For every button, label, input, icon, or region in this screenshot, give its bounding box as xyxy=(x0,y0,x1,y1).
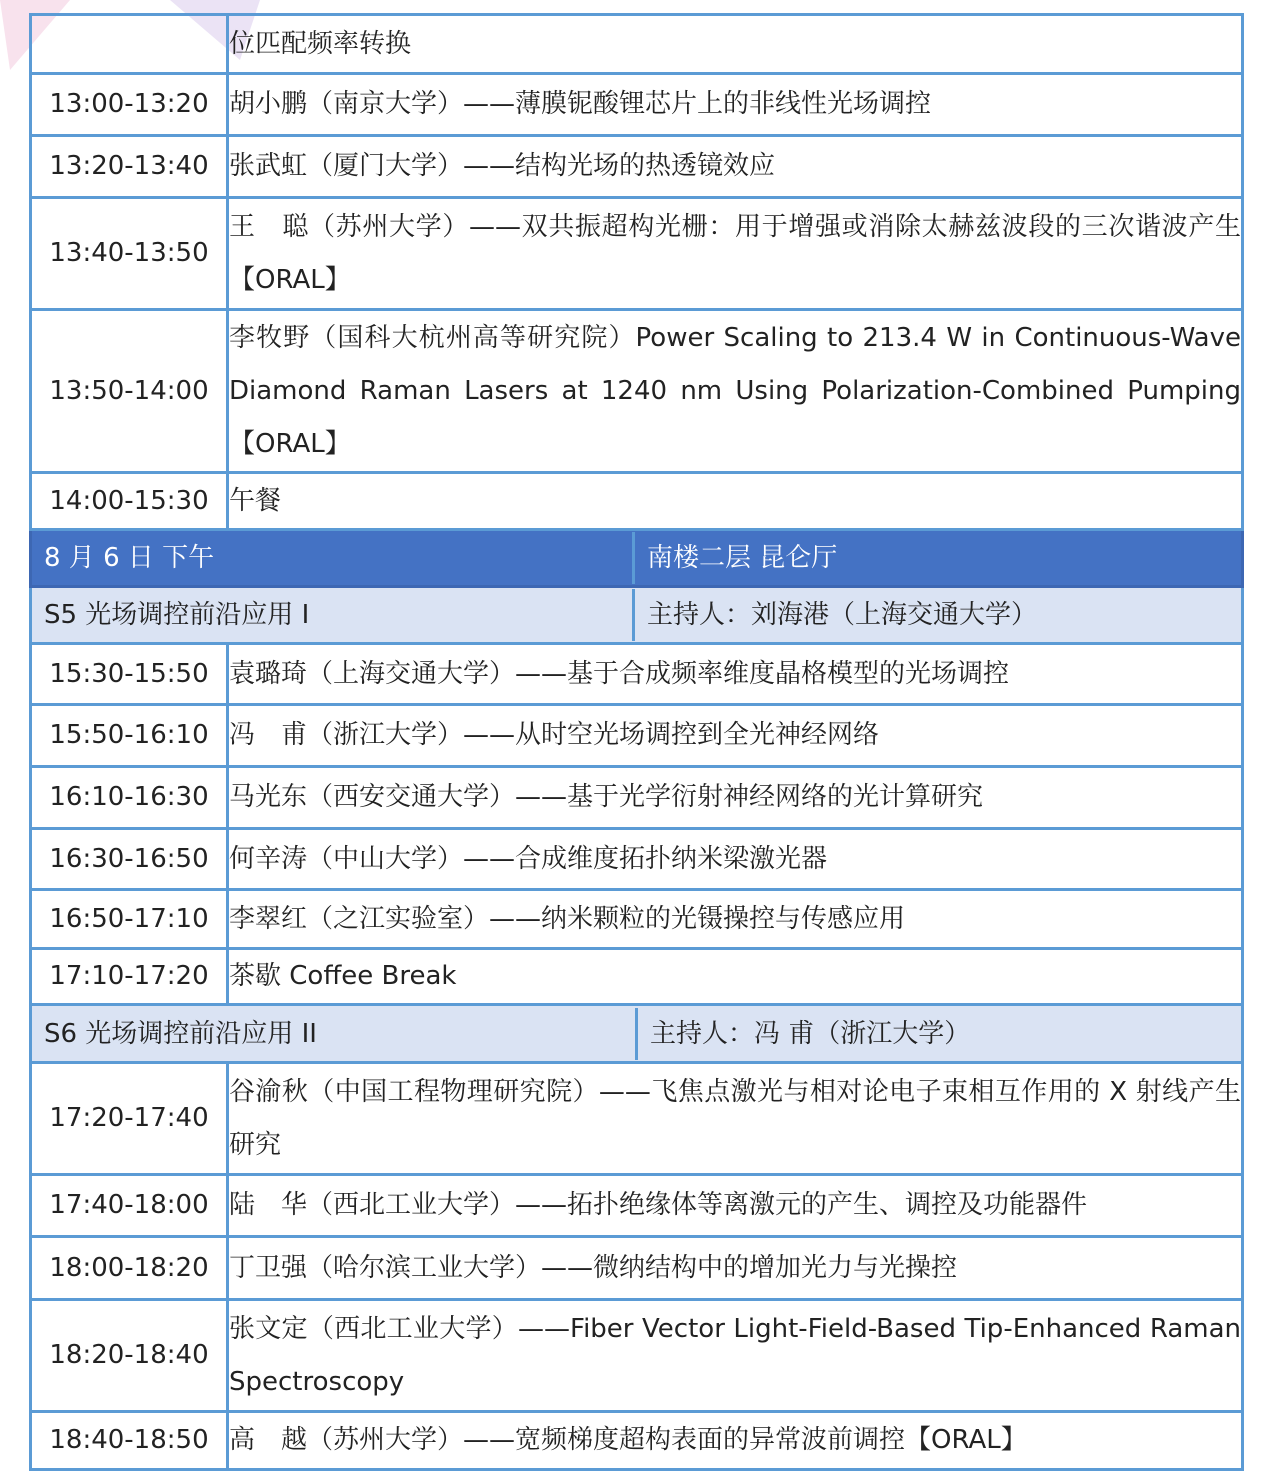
talk-cell: 午餐 xyxy=(228,473,1243,530)
time-cell: 13:40-13:50 xyxy=(31,198,228,310)
table-row xyxy=(31,310,1243,473)
talk-cell: 张武虹（厦门大学）——结构光场的热透镜效应 xyxy=(228,136,1243,198)
table-row xyxy=(31,1063,1243,1175)
time-cell: 14:00-15:30 xyxy=(31,473,228,530)
time-cell: 13:00-13:20 xyxy=(31,74,228,136)
table-row xyxy=(31,136,1243,198)
talk-cell: 高 越（苏州大学）——宽频梯度超构表面的异常波前调控【ORAL】 xyxy=(228,1412,1243,1470)
talk-cell: 张文定（西北工业大学）——Fiber Vector Light-Field-Based Tip-Enhanced Raman Spectroscopy xyxy=(228,1300,1243,1412)
talk-cell: 陆 华（西北工业大学）——拓扑绝缘体等离激元的产生、调控及功能器件 xyxy=(228,1175,1243,1237)
talk-cell: 李牧野（国科大杭州高等研究院）Power Scaling to 213.4 W in Continuous-Wave Diamond Raman Lasers at 1240 nm Using Polarization-Combined Pumping【ORAL】 xyxy=(228,310,1243,473)
table-row xyxy=(31,644,1243,705)
table-row xyxy=(31,705,1243,767)
talk-cell: 马光东（西安交通大学）——基于光学衍射神经网络的光计算研究 xyxy=(228,767,1243,829)
talk-cell: 李翠红（之江实验室）——纳米颗粒的光镊操控与传感应用 xyxy=(228,890,1243,949)
time-cell: 17:10-17:20 xyxy=(31,949,228,1005)
table-row xyxy=(31,74,1243,136)
time-cell: 15:50-16:10 xyxy=(31,705,228,767)
table-row xyxy=(31,949,1243,1005)
time-cell: 16:50-17:10 xyxy=(31,890,228,949)
day-header xyxy=(31,530,1243,587)
table-row xyxy=(31,767,1243,829)
session-row xyxy=(31,587,1243,644)
talk-cell: 何辛涛（中山大学）——合成维度拓扑纳米梁激光器 xyxy=(228,829,1243,890)
talk-cell: 谷渝秋（中国工程物理研究院）——飞焦点激光与相对论电子束相互作用的 X 射线产生研究 xyxy=(228,1063,1243,1175)
talk-cell: 胡小鹏（南京大学）——薄膜铌酸锂芯片上的非线性光场调控 xyxy=(228,74,1243,136)
day-venue: 南楼二层 昆仑厅 xyxy=(647,543,838,573)
time-cell: 18:40-18:50 xyxy=(31,1412,228,1470)
talk-cell: 位匹配频率转换 xyxy=(228,15,1243,74)
talk-cell: 袁璐琦（上海交通大学）——基于合成频率维度晶格模型的光场调控 xyxy=(228,644,1243,705)
time-cell xyxy=(31,15,228,74)
talk-cell: 茶歇 Coffee Break xyxy=(228,949,1243,1005)
day-date: 8 月 6 日 下午 xyxy=(32,532,635,584)
time-cell: 17:40-18:00 xyxy=(31,1175,228,1237)
talk-cell: 冯 甫（浙江大学）——从时空光场调控到全光神经网络 xyxy=(228,705,1243,767)
session-chair: 主持人：刘海港（上海交通大学） xyxy=(647,600,1038,630)
day-header-row xyxy=(31,530,1243,587)
table-row xyxy=(31,1237,1243,1300)
session-header xyxy=(31,587,1243,644)
time-cell: 18:20-18:40 xyxy=(31,1300,228,1412)
time-cell: 16:30-16:50 xyxy=(31,829,228,890)
time-cell: 16:10-16:30 xyxy=(31,767,228,829)
table-row xyxy=(31,1412,1243,1470)
table-row xyxy=(31,1300,1243,1412)
session-title: S6 光场调控前沿应用 II xyxy=(32,1008,638,1060)
talk-cell: 丁卫强（哈尔滨工业大学）——微纳结构中的增加光力与光操控 xyxy=(228,1237,1243,1300)
schedule-table xyxy=(29,13,1244,1471)
session-chair: 主持人：冯 甫（浙江大学） xyxy=(650,1018,971,1049)
table-row xyxy=(31,890,1243,949)
time-cell: 13:20-13:40 xyxy=(31,136,228,198)
table-row xyxy=(31,1175,1243,1237)
time-cell: 18:00-18:20 xyxy=(31,1237,228,1300)
table-row xyxy=(31,15,1243,74)
time-cell: 13:50-14:00 xyxy=(31,310,228,473)
talk-cell: 王 聪（苏州大学）——双共振超构光栅：用于增强或消除太赫兹波段的三次谐波产生【ORAL】 xyxy=(228,198,1243,310)
time-cell: 15:30-15:50 xyxy=(31,644,228,705)
table-row xyxy=(31,473,1243,530)
table-row xyxy=(31,198,1243,310)
time-cell: 17:20-17:40 xyxy=(31,1063,228,1175)
table-row xyxy=(31,829,1243,890)
session-title: S5 光场调控前沿应用 I xyxy=(32,589,635,641)
session-row xyxy=(31,1005,1243,1063)
session-header xyxy=(31,1005,1243,1063)
